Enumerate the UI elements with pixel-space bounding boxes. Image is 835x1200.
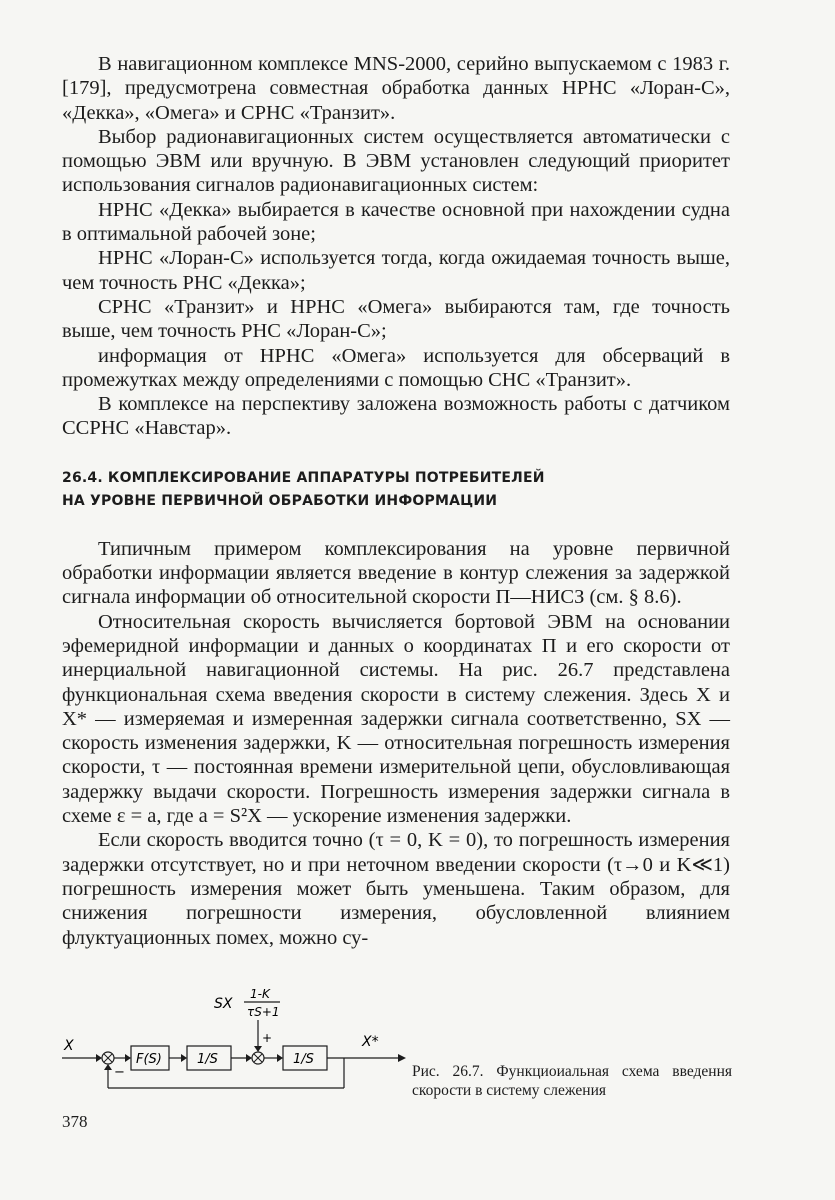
block-diagram: [62, 980, 412, 1100]
page-body: [62, 52, 730, 950]
paragraph: В навигационном комплексе MNS-2000, серийно выпускаемом с 1983 г. [179], предусмотрена совместная обработка данных НРНС «Лоран-С», «Декка», «Омега» и СРНС «Транзит».: [62, 53, 730, 124]
block-fs-label: F(S): [136, 1052, 162, 1067]
paragraph: Относительная скорость вычисляется бортовой ЭВМ на основании эфемеридной информации и данных о координатах П и его скорости от инерциальной навигационной системы. На рис. 26.7 представлена функциональная схема введения скорости в систему слежения. Здесь X и X* — измеряемая и измеренная задержки сигнала соответственно, SX — скорость изменения задержки, K — относительная погрешность измерения скорости, τ — постоянная времени измерительной цепи, обусловливающая задержку выдачи скорости. Погрешность измерения задержки сигнала в схеме ε = a, где a = S²X — ускорение изменения задержки.: [62, 610, 730, 828]
signal-arrow: [181, 1054, 187, 1062]
paragraph: НРНС «Декка» выбирается в качестве основной при нахождении судна в оптимальной рабочей зоне;: [62, 198, 730, 246]
paragraph: Если скорость вводится точно (τ = 0, K = 0), то погрешность измерения задержки отсутствует, но и при неточном введении скорости (τ→0 и K≪1) погрешность измерения может быть уменьшена. Таким образом, для снижения погрешности измерения, обусловленной влиянием флуктуационных помех, можно су-: [62, 829, 730, 949]
feed-denominator: τS+1: [247, 1005, 280, 1019]
feed-arrow: [254, 1046, 262, 1052]
paragraph: НРНС «Лоран-С» используется тогда, когда ожидаемая точность выше, чем точность РНС «Декка»;: [62, 247, 730, 294]
section-heading: [62, 467, 730, 513]
paragraph: Типичным примером комплексирования на уровне первичной обработки информации является введение в контур слежения за задержкой сигнала информации об относительной скорости П—НИСЗ (см. § 8.6).: [62, 537, 730, 609]
signal-arrow: [246, 1054, 252, 1062]
page-number: 378: [62, 1112, 88, 1131]
section-heading-line2: НА УРОВНЕ ПЕРВИЧНОЙ ОБРАБОТКИ ИНФОРМАЦИИ: [62, 492, 498, 509]
minus-sign: −: [114, 1065, 125, 1080]
paragraph: В комплексе на перспективу заложена возможность работы с датчиком ССРНС «Навстар».: [62, 393, 730, 440]
plus-sign: +: [262, 1031, 273, 1045]
feed-numerator: 1-K: [250, 987, 270, 1001]
signal-arrow: [125, 1054, 131, 1062]
feedback-arrow: [104, 1064, 112, 1070]
figure-26-7: [62, 980, 742, 1100]
input-arrow: [96, 1054, 102, 1062]
figure-caption: Рис. 26.7. Функциоиальная схема введення скорости в систему слежения: [412, 1063, 732, 1099]
output-arrow: [398, 1054, 406, 1062]
paragraph: СРНС «Транзит» и НРНС «Омега» выбираются там, где точность выше, чем точность РНС «Лоран-С»;: [62, 295, 730, 343]
paragraph: информация от НРНС «Омега» используется для обсерваций в промежутках между определениями с помощью СНС «Транзит».: [62, 344, 730, 391]
paragraph: Выбор радионавигационных систем осуществляется автоматически с помощью ЭВМ или вручную. В ЭВМ установлен следующий приоритет использования сигналов радионавигационных систем:: [62, 125, 730, 197]
output-label: X*: [362, 1034, 379, 1050]
section-heading-line1: 26.4. КОМПЛЕКСИРОВАНИЕ АППАРАТУРЫ ПОТРЕБИТЕЛЕЙ: [62, 469, 545, 486]
block-integrator-2-label: 1/S: [293, 1052, 314, 1067]
block-integrator-1-label: 1/S: [197, 1052, 218, 1067]
feed-prefix: SX: [214, 996, 233, 1012]
input-label: X: [64, 1038, 74, 1054]
signal-arrow: [277, 1054, 283, 1062]
